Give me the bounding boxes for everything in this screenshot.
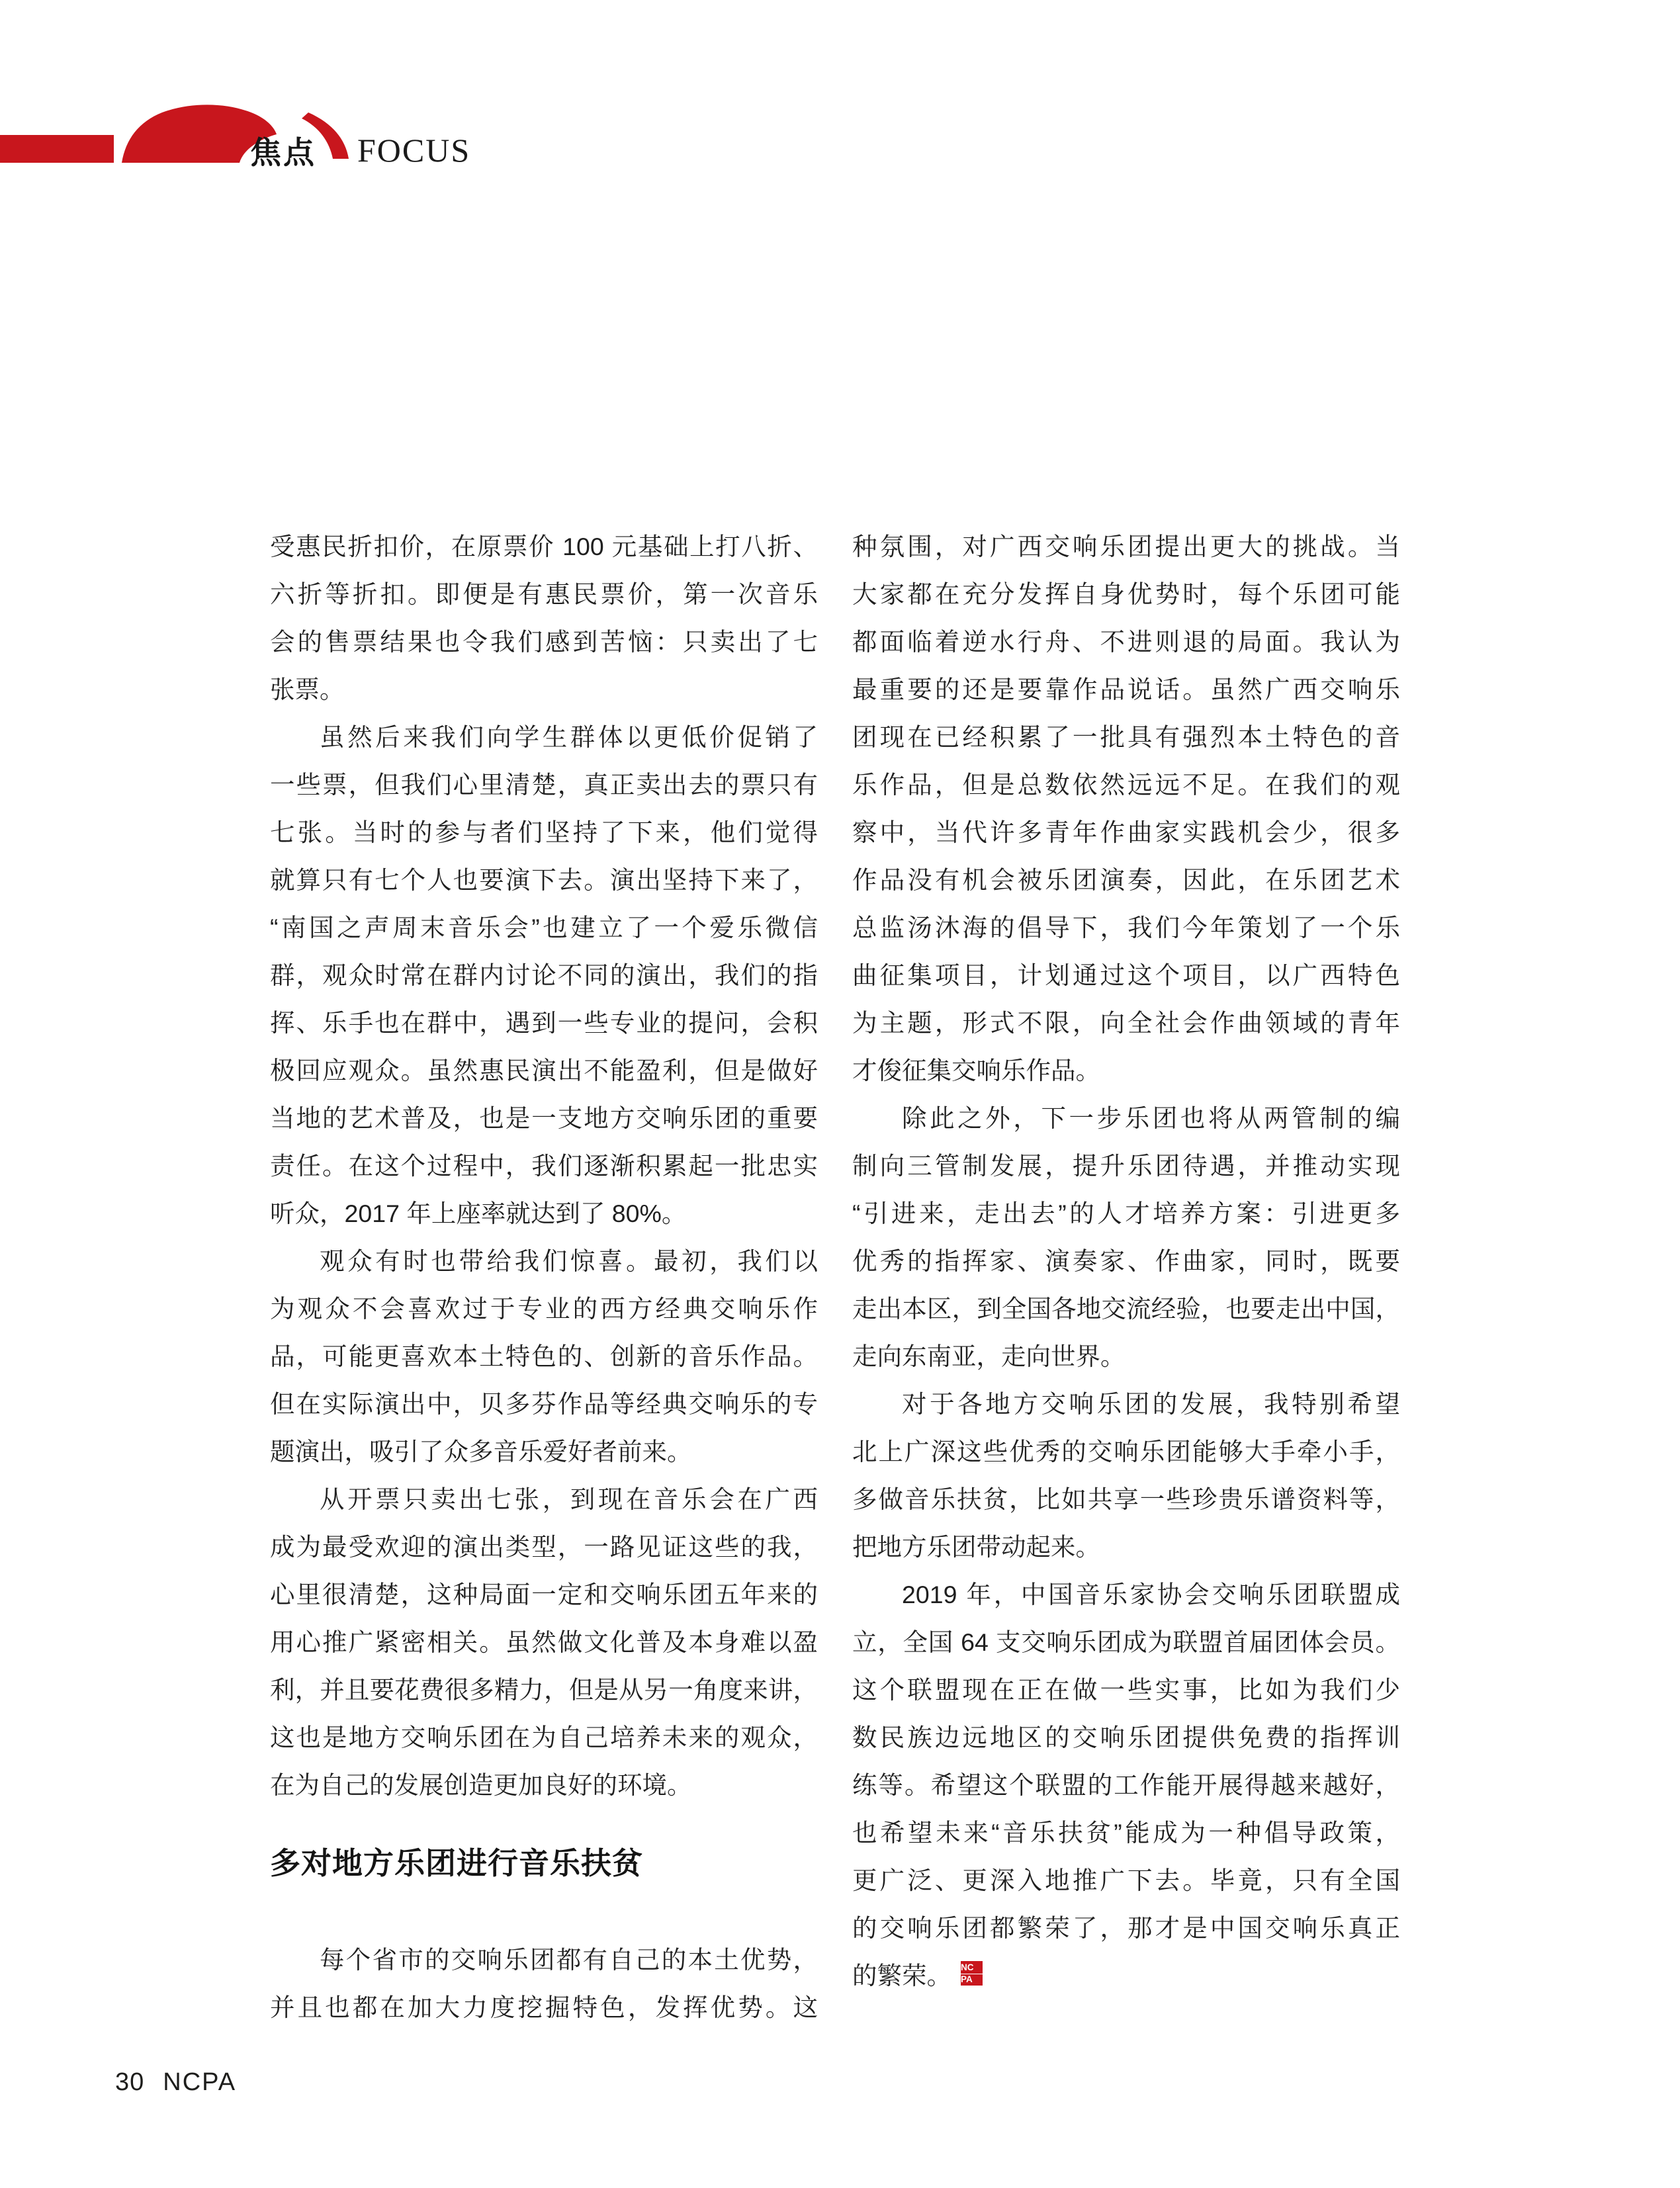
text-line: 立，全国 64 支交响乐团成为联盟首届团体会员。 [852,1628,1400,1656]
text-line: 虽然后来我们向学生群体以更低价促销了 [320,723,818,751]
text-line: 从开票只卖出七张，到现在音乐会在广西 [320,1485,818,1513]
text-line: 才俊征集交响乐作品。 [852,1057,1100,1084]
text-line: 作品没有机会被乐团演奏，因此，在乐团艺术 [852,866,1400,894]
text-line: 除此之外，下一步乐团也将从两管制的编 [902,1104,1400,1132]
text-line: 为观众不会喜欢过于专业的西方经典交响乐作 [270,1295,818,1323]
seal-text-top: NC [961,1961,983,1974]
text-line: 这也是地方交响乐团在为自己培养未来的观众， [270,1724,818,1751]
text-line: 受惠民折扣价，在原票价 100 元基础上打八折、 [270,533,818,560]
text-line: 也希望未来“音乐扶贫”能成为一种倡导政策， [852,1819,1400,1847]
article-column-left [270,523,818,2031]
text-line: 并且也都在加大力度挖掘特色，发挥优势。这 [270,1993,818,2021]
text-line: 多做音乐扶贫，比如共享一些珍贵乐谱资料等， [852,1485,1400,1513]
text-line: 大家都在充分发挥自身优势时，每个乐团可能 [852,580,1400,608]
text-line: 的繁荣。 $\frac{NC}{PA}$ [852,1952,1400,1999]
text-line: 但在实际演出中，贝多芬作品等经典交响乐的专 [270,1390,818,1418]
text-line: 挥、乐手也在群中，遇到一些专业的提问，会积 [270,1009,818,1037]
text-line: 心里很清楚，这种局面一定和交响乐团五年来的 [270,1581,818,1608]
text-line: 乐作品，但是总数依然远远不足。在我们的观 [852,771,1400,799]
text-line: 为主题，形式不限，向全社会作曲领域的青年 [852,1009,1400,1037]
text-line: 每个省市的交响乐团都有自己的本土优势， [320,1946,818,1974]
text-line: 就算只有七个人也要演下去。演出坚持下来了， [270,866,818,894]
text-line: 利，并且要花费很多精力，但是从另一角度来讲， [270,1676,818,1704]
text-line: 察中，当代许多青年作曲家实践机会少，很多 [852,818,1400,846]
text-line: 张票。 [270,676,345,703]
text-line: 团现在已经积累了一批具有强烈本土特色的音 [852,723,1400,751]
text-line: 群，观众时常在群内讨论不同的演出，我们的指 [270,961,818,989]
text-line: 2019 年，中国音乐家协会交响乐团联盟成 [902,1581,1400,1608]
text-line: 曲征集项目，计划通过这个项目，以广西特色 [852,961,1400,989]
text-line: 练等。希望这个联盟的工作能开展得越来越好， [852,1771,1400,1799]
ncpa-end-seal [961,1961,983,1986]
text-line: 极回应观众。虽然惠民演出不能盈利，但是做好 [270,1057,818,1084]
article-column-right [852,523,1400,1999]
text-line: 制向三管制发展，提升乐团待遇，并推动实现 [852,1152,1400,1180]
text-line: 种氛围，对广西交响乐团提出更大的挑战。当 [852,533,1400,560]
text-line: 观众有时也带给我们惊喜。最初，我们以 [320,1247,818,1275]
header-red-bar [0,135,114,163]
text-line: 这个联盟现在正在做一些实事，比如为我们少 [852,1676,1400,1704]
left-column-paragraphs [270,523,818,1809]
section-title-en: FOCUS [357,132,471,169]
text-line: 总监汤沐海的倡导下，我们今年策划了一个乐 [852,914,1400,941]
text-line: 用心推广紧密相关。虽然做文化普及本身难以盈 [270,1628,818,1656]
left-column-closing-paragraph [270,1936,818,2031]
page-number: 30 [115,2068,145,2096]
text-line: 题演出，吸引了众多音乐爱好者前来。 [270,1438,692,1466]
page-footer [115,2068,236,2097]
text-line: 当地的艺术普及，也是一支地方交响乐团的重要 [270,1104,818,1132]
text-line: 把地方乐团带动起来。 [852,1533,1100,1561]
magazine-brand: NCPA [163,2068,237,2096]
text-line: 听众，2017 年上座率就达到了 80%。 [270,1200,687,1227]
text-line: 品，可能更喜欢本土特色的、创新的音乐作品。 [270,1342,818,1370]
text-line: 都面临着逆水行舟、不进则退的局面。我认为 [852,628,1400,656]
section-title-zh: 焦点 [250,135,316,170]
text-line: 在为自己的发展创造更加良好的环境。 [270,1771,692,1799]
seal-text-bottom: PA [961,1974,973,1984]
text-line: 走向东南亚，走向世界。 [852,1342,1126,1370]
text-line: 一些票，但我们心里清楚，真正卖出去的票只有 [270,771,818,799]
text-line: 更广泛、更深入地推广下去。毕竟，只有全国 [852,1866,1400,1894]
focus-section-logo [0,0,516,198]
text-line: “南国之声周末音乐会”也建立了一个爱乐微信 [270,914,818,941]
text-line: 会的售票结果也令我们感到苦恼：只卖出了七 [270,628,818,656]
text-line: 七张。当时的参与者们坚持了下来，他们觉得 [270,818,818,846]
text-line: 六折等折扣。即便是有惠民票价，第一次音乐 [270,580,818,608]
section-heading: 多对地方乐团进行音乐扶贫 [270,1846,643,1880]
text-line: 最重要的还是要靠作品说话。虽然广西交响乐 [852,676,1400,703]
text-line: 成为最受欢迎的演出类型，一路见证这些的我， [270,1533,818,1561]
text-line: 北上广深这些优秀的交响乐团能够大手牵小手， [852,1438,1400,1466]
text-line: 优秀的指挥家、演奏家、作曲家，同时，既要 [852,1247,1400,1275]
right-column-paragraphs [852,523,1400,1999]
text-line: 责任。在这个过程中，我们逐渐积累起一批忠实 [270,1152,818,1180]
text-line: 的交响乐团都繁荣了，那才是中国交响乐真正 [852,1914,1400,1942]
text-line: “引进来，走出去”的人才培养方案：引进更多 [852,1200,1400,1227]
text-line: 对于各地方交响乐团的发展，我特别希望 [902,1390,1400,1418]
text-line: 走出本区，到全国各地交流经验，也要走出中国， [852,1295,1400,1323]
text-line: 数民族边远地区的交响乐团提供免费的指挥训 [852,1724,1400,1751]
